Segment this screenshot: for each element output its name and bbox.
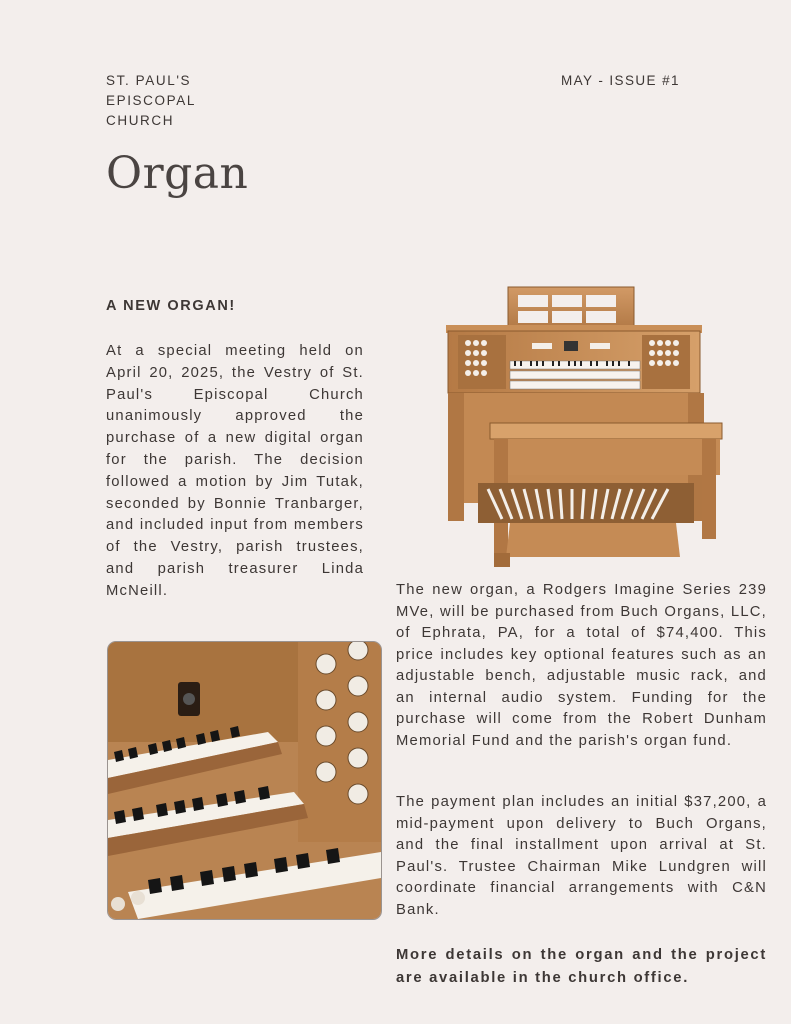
organ-console-image — [440, 283, 730, 573]
church-name: ST. PAUL'S EPISCOPAL CHURCH — [106, 73, 196, 128]
article-heading: A NEW ORGAN! — [106, 298, 236, 314]
article-details: The new organ, a Rodgers Imagine Series 239 MVe, will be purchased from Buch Organs, LLC, of Ephrata, PA, for a total of $74,400. This price includes key optional features such as an adjustable bench, adjustable music rack, and an internal audio system. Funding for the purchase will come from the Robert Dunham Memorial Fund and the parish's organ fund. — [396, 582, 767, 749]
article-intro: At a special meeting held on April 20, 2025, the Vestry of St. Paul's Episcopal Church unanimously approved the purchase of a new digital organ for the parish. The decision followed a motion by Jim Tutak, seconded by Bonnie Tranbarger, and included input from members of the Vestry, parish trustees, and parish treasurer Linda McNeill. — [106, 343, 364, 599]
closing-note: More details on the organ and the project are available in the church office. — [396, 947, 767, 986]
payment-plan: The payment plan includes an initial $37,200, a mid-payment upon delivery to Buch Organs, and the final installment upon arrival at St. Paul's. Trustee Chairman Mike Lundgren will coordinate financial arrangements with C&N Bank. — [396, 794, 767, 918]
issue-label: MAY - ISSUE #1 — [561, 73, 680, 88]
keyboard-closeup-image — [107, 641, 382, 920]
page-title: Organ — [106, 148, 249, 199]
